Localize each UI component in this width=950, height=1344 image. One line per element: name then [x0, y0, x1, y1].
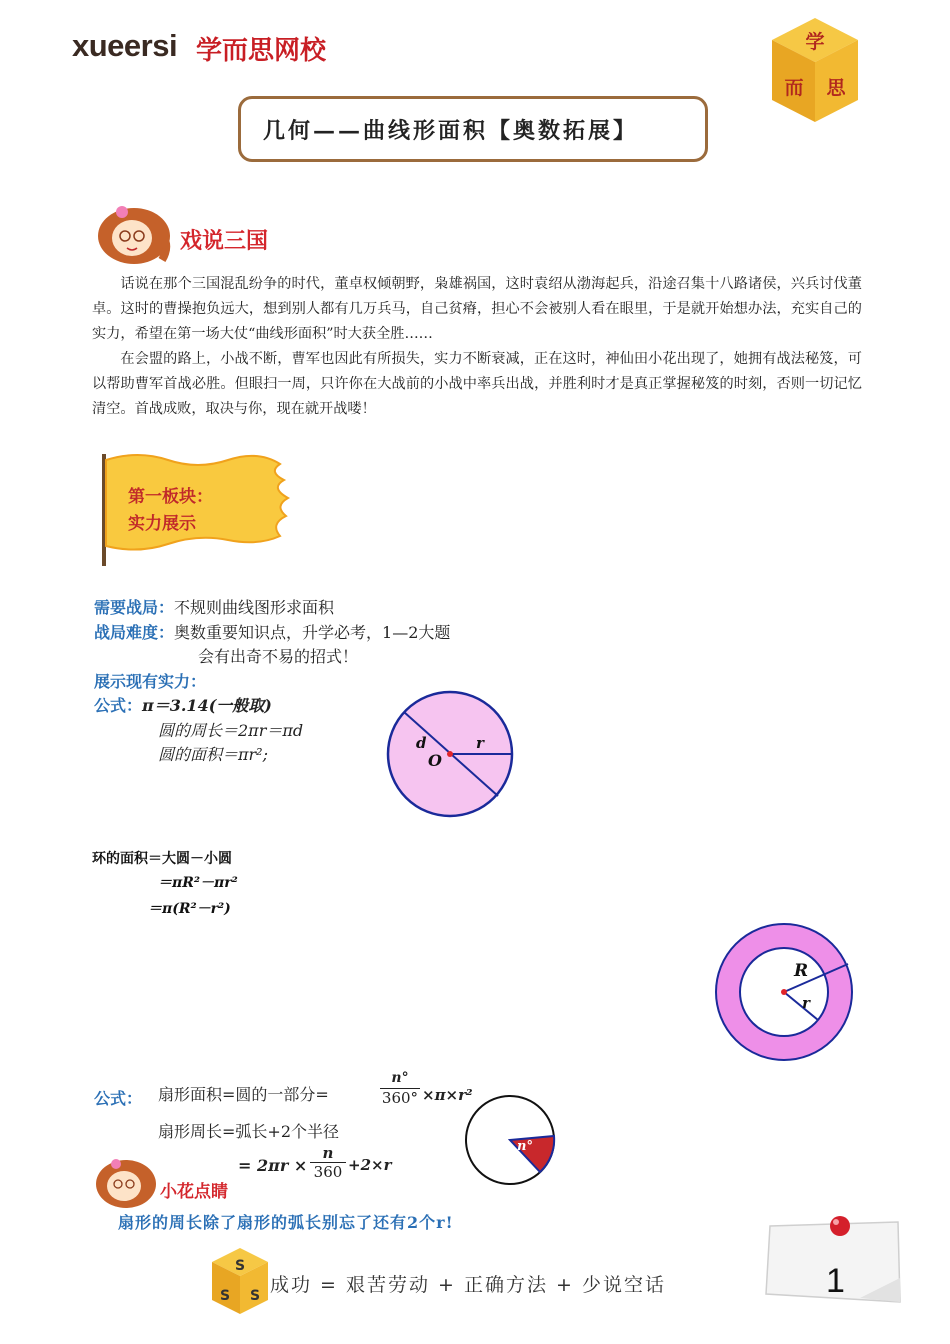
sector-formula-label: 公式： [94, 1089, 143, 1108]
footer-cube-icon [210, 1246, 270, 1316]
perim-denominator: 360 [313, 1163, 343, 1181]
brand-logo-cn: 学而思网校 [196, 36, 327, 66]
perim-fraction [310, 1144, 346, 1181]
ring-title: 环的面积＝大圆－小圆 [92, 851, 232, 867]
center-point [447, 751, 453, 757]
block-banner-line1: 第一板块： [128, 487, 213, 507]
sector-area-tail: ×π×r² [422, 1086, 473, 1104]
difficulty-value-2: 会有出奇不易的招式！ [198, 647, 359, 666]
brand-cube-icon [770, 16, 860, 124]
show-label: 展示现有实力： [94, 671, 207, 691]
need-value: 不规则曲线图形求面积 [174, 598, 335, 617]
perim-tail: +2×r [348, 1156, 392, 1174]
brand-logo-en: xueersi [72, 28, 178, 63]
cube-char-right: 思 [826, 77, 846, 99]
tip-label: 小花点睛 [160, 1182, 228, 1202]
perim-numerator: n [310, 1144, 346, 1163]
frac-numerator: n° [380, 1070, 420, 1089]
ring-diagram [710, 920, 858, 1066]
cube-letter-left: S [219, 1288, 231, 1304]
block-banner-line2: 实力展示 [128, 514, 196, 534]
circumference-formula: 圆的周长＝2πr＝πd [158, 720, 304, 740]
cube-letter-right: S [249, 1288, 261, 1304]
story-heading: 戏说三国 [180, 229, 269, 254]
area-formula: 圆的面积＝πr²; [158, 745, 268, 764]
ring-center [781, 989, 787, 995]
need-label: 需要战局： [94, 598, 175, 617]
pi-line: π＝3.14(一般取) [142, 696, 272, 715]
block-banner-text [128, 484, 213, 538]
difficulty-label: 战局难度： [94, 622, 175, 642]
circle-diagram [380, 684, 520, 824]
perim-eq-prefix: = 2πr × [238, 1156, 308, 1175]
R-label: R [794, 961, 809, 981]
cube-char-top: 学 [805, 31, 825, 53]
story-paragraph: 在会盟的路上，小战不断，曹军也因此有所损失，实力不断衰减，正在这时，神仙田小花出现了，她拥有战法秘笈，可以帮助曹军首战必胜。但眼扫一周，只许你在大战前的小战中率兵出战，并胜利时才是真正掌握秘笈的时刻，否则一切记忆清空。首战成败，取决与你，现在就开战喽！ [92, 351, 862, 417]
page-title [238, 96, 708, 162]
cube-letter-top: S [234, 1258, 246, 1274]
formula-label: 公式： [94, 696, 143, 715]
story-text [92, 272, 862, 422]
sector-diagram [462, 1092, 560, 1190]
ring-r-label: r [802, 994, 810, 1012]
sector-n-label: n° [517, 1139, 533, 1154]
tip-text: 扇形的周长除了扇形的弧长别忘了还有2个r! [118, 1213, 454, 1232]
sector-area-text: 扇形面积=圆的一部分= [158, 1085, 329, 1104]
sector-formula-label-row [94, 1086, 142, 1109]
tip-avatar-icon [92, 1152, 164, 1210]
sector-perimeter-text: 扇形周长=弧长+2个半径 [158, 1122, 339, 1141]
r-label: r [476, 734, 484, 752]
cube-char-left: 而 [784, 77, 804, 99]
page-number: 1 [826, 1262, 845, 1300]
ring-eq-line2: ＝πR²－πr² [158, 875, 238, 891]
sector-area-fraction [380, 1070, 420, 1107]
footer-motto: 成功 = 艰苦劳动 + 正确方法 + 少说空话 [270, 1274, 666, 1296]
page-title-text: 几何——曲线形面积【奥数拓展】 [263, 117, 639, 144]
o-label: O [428, 751, 442, 770]
story-paragraph: 话说在那个三国混乱纷争的时代，董卓权倾朝野，枭雄祸国，这时袁绍从渤海起兵，沿途召集十八路诸侯，兴兵讨伐董卓。这时的曹操抱负远大，想到别人都有几万兵马，自己贫瘠，担心不会被别人看在眼里，于是就开始想办法，充实自己的实力，希望在第一场大仗“曲线形面积”时大获全胜…… [92, 276, 862, 342]
frac-denominator: 360° [381, 1089, 419, 1107]
difficulty-value: 奥数重要知识点，升学必考，1—2大题 [174, 622, 451, 642]
ring-eq-line3: ＝π(R²－r²) [148, 901, 231, 917]
girl-avatar-icon [92, 196, 182, 266]
d-label: d [416, 734, 427, 752]
